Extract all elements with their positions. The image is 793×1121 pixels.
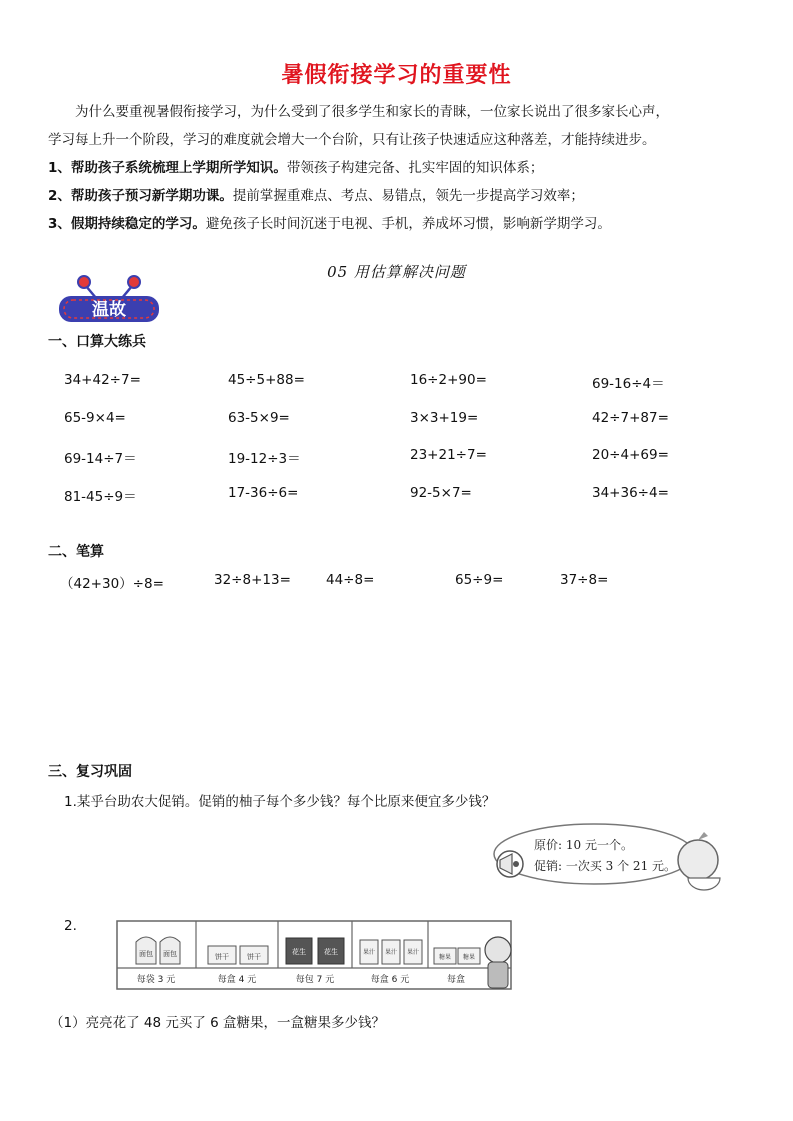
goods-label: 糖果 bbox=[438, 954, 452, 961]
point-3-lead: 3、假期持续稳定的学习。 bbox=[48, 216, 206, 232]
calc-item: 34+36÷4= bbox=[592, 484, 669, 501]
intro-line-2: 学习每上升一个阶段，学习的难度就会增大一个台阶，只有让孩子快速适应这种落差，才能持续进步。 bbox=[48, 132, 656, 148]
oral-calc-grid bbox=[64, 372, 704, 522]
calc-item: 69-16÷4＝ bbox=[592, 376, 665, 392]
question-2-number: 2. bbox=[64, 918, 77, 934]
calc-row bbox=[64, 485, 704, 523]
price-label: 每盒 4 元 bbox=[217, 975, 257, 985]
calc-item: 17-36÷6= bbox=[228, 484, 299, 501]
price-label: 每包 7 元 bbox=[295, 975, 335, 985]
calc-item: 3×3+19= bbox=[410, 409, 479, 426]
page-title: 暑假衔接学习的重要性 bbox=[281, 63, 512, 88]
intro-point-1 bbox=[48, 154, 758, 182]
price-label: 每盒 6 元 bbox=[370, 975, 410, 985]
lesson-title: 05 用估算解决问题 bbox=[327, 263, 466, 281]
section-2-heading: 二、笔算 bbox=[48, 544, 104, 560]
calc-row bbox=[64, 447, 704, 485]
calc-item: 20÷4+69= bbox=[592, 447, 669, 463]
promo-line-sale: 促销: 一次买 3 个 21 元。 bbox=[534, 859, 677, 873]
goods-label: 面包 bbox=[139, 950, 153, 958]
goods-label: 果汁 bbox=[406, 949, 420, 956]
calc-item: 45÷5+88= bbox=[228, 372, 305, 388]
written-item: 44÷8= bbox=[326, 572, 375, 588]
question-2-part-1: （1）亮亮花了 48 元买了 6 盒糖果，一盒糖果多少钱？ bbox=[50, 1015, 386, 1031]
point-2-rest: 提前掌握重难点、考点、易错点，领先一步提高学习效率； bbox=[232, 188, 584, 204]
calc-item: 42÷7+87= bbox=[592, 409, 669, 426]
point-1-rest: 带领孩子构建完备、扎实牢固的知识体系； bbox=[286, 160, 544, 176]
calc-item: 65-9×4= bbox=[64, 409, 126, 426]
calc-item: 19-12÷3＝ bbox=[228, 451, 301, 467]
calc-item: 81-45÷9＝ bbox=[64, 488, 137, 505]
point-3-rest: 避免孩子长时间沉迷于电视、手机，养成坏习惯，影响新学期学习。 bbox=[205, 216, 611, 232]
goods-label: 花生 bbox=[324, 948, 338, 956]
calc-row bbox=[64, 410, 704, 448]
intro-point-3 bbox=[48, 210, 758, 238]
intro-line-1: 为什么要重视暑假衔接学习，为什么受到了很多学生和家长的青睐，一位家长说出了很多家长心声， bbox=[75, 104, 669, 120]
written-item: 32÷8+13= bbox=[214, 572, 291, 588]
written-item: 37÷8= bbox=[560, 572, 609, 588]
price-label: 每袋 3 元 bbox=[136, 975, 176, 985]
goods-label: 饼干 bbox=[247, 953, 261, 961]
promo-line-original: 原价: 10 元一个。 bbox=[534, 838, 633, 852]
intro-block bbox=[48, 98, 758, 238]
megaphone-icon bbox=[497, 851, 523, 877]
goods-label: 饼干 bbox=[215, 953, 229, 961]
point-2-lead: 2、帮助孩子预习新学期功课。 bbox=[48, 188, 233, 204]
intro-point-2 bbox=[48, 182, 758, 210]
review-badge-icon bbox=[56, 272, 162, 324]
goods-label: 花生 bbox=[292, 948, 306, 956]
badge-label: 温故 bbox=[92, 300, 126, 319]
point-1-lead: 1、帮助孩子系统梳理上学期所学知识。 bbox=[48, 160, 287, 176]
calc-item: 69-14÷7＝ bbox=[64, 451, 137, 467]
goods-label: 果汁 bbox=[362, 949, 376, 956]
goods-label: 糖果 bbox=[462, 954, 476, 961]
calc-item: 34+42÷7= bbox=[64, 372, 141, 388]
price-label: 每盒 bbox=[446, 975, 466, 985]
written-item: 65÷9= bbox=[455, 572, 504, 588]
calc-item: 92-5×7= bbox=[410, 484, 472, 501]
goods-label: 面包 bbox=[163, 950, 177, 958]
goods-shelf bbox=[116, 920, 512, 990]
goods-label: 果汁 bbox=[384, 949, 398, 956]
calc-item: 63-5×9= bbox=[228, 409, 290, 426]
calc-row bbox=[64, 372, 704, 410]
calc-item: 23+21÷7= bbox=[410, 447, 487, 463]
calc-item: 16÷2+90= bbox=[410, 372, 487, 388]
question-1: 1.某乎台助农大促销。促销的柚子每个多少钱？每个比原来便宜多少钱？ bbox=[64, 794, 496, 810]
written-item: （42+30）÷8= bbox=[60, 576, 164, 592]
promo-bubble bbox=[476, 818, 732, 894]
section-1-heading: 一、口算大练兵 bbox=[48, 334, 146, 350]
section-3-heading: 三、复习巩固 bbox=[48, 764, 132, 780]
